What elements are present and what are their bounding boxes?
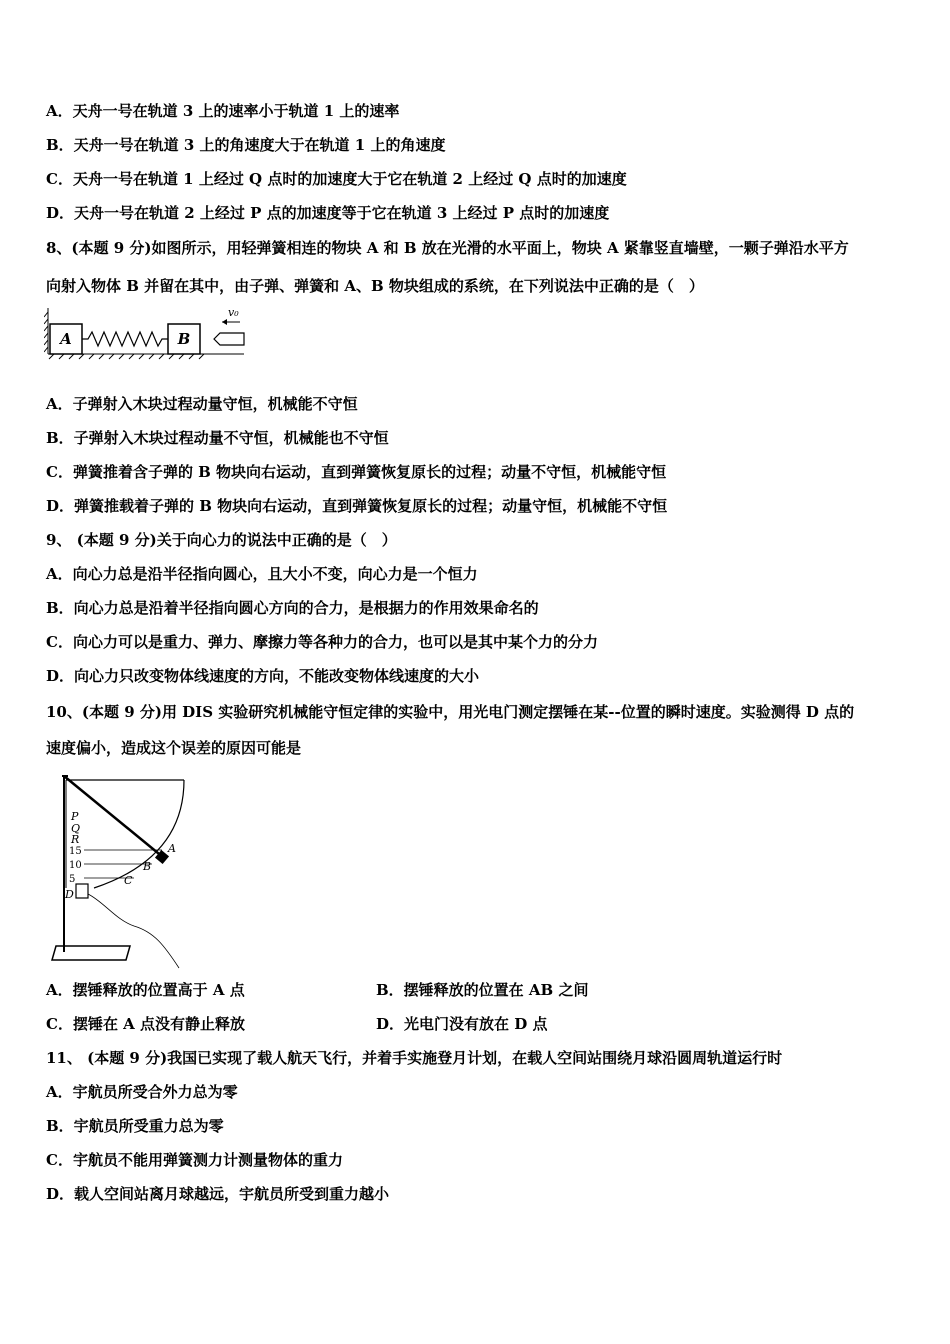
- point-a-label: A: [168, 842, 176, 855]
- block-b-label: B: [177, 330, 191, 348]
- q9-option-a: A．向心力总是沿半径指向圆心，且大小不变，向心力是一个恒力: [46, 565, 478, 583]
- point-d-label: D: [65, 888, 74, 901]
- scale-board-arc: [94, 780, 184, 888]
- scale-label-p: P: [71, 810, 79, 823]
- scale-label-5: 5: [69, 874, 76, 885]
- q8-stem-line1: 8、(本题 9 分)如图所示，用轻弹簧相连的物块 A 和 B 放在光滑的水平面上，物块 A 紧靠竖直墙壁，一颗子弹沿水平方: [46, 239, 849, 257]
- q9-option-d: D．向心力只改变物体线速度的方向，不能改变物体线速度的大小: [46, 667, 480, 685]
- point-b-label: B: [143, 860, 152, 873]
- spring: [82, 332, 168, 346]
- q9-option-b: B．向心力总是沿着半径指向圆心方向的合力，是根据力的作用效果命名的: [46, 599, 539, 617]
- q8-option-d: D．弹簧推载着子弹的 B 物块向右运动，直到弹簧恢复原长的过程；动量守恒，机械能不守恒: [46, 497, 668, 515]
- q7-option-b: B．天舟一号在轨道 3 上的角速度大于在轨道 1 上的角速度: [46, 136, 446, 154]
- q7-option-a: A．天舟一号在轨道 3 上的速率小于轨道 1 上的速率: [46, 102, 400, 120]
- q8-option-a: A．子弹射入木块过程动量守恒，机械能不守恒: [46, 395, 358, 413]
- q10-stem-line2: 速度偏小，造成这个误差的原因可能是: [46, 739, 302, 757]
- q11-option-a: A．宇航员所受合外力总为零: [46, 1083, 238, 1101]
- scale-label-r: R: [71, 833, 80, 846]
- wall-hatching: [44, 308, 48, 354]
- q10-option-a: A．摆锤释放的位置高于 A 点: [46, 981, 245, 999]
- q11-stem: 11、 (本题 9 分)我国已实现了载人航天飞行，并着手实施登月计划，在载人空间站围绕月球沿圆周轨道运行时: [46, 1049, 783, 1067]
- bullet: [214, 333, 244, 345]
- q10-option-d: D．光电门没有放在 D 点: [376, 1015, 548, 1033]
- q8-option-b: B．子弹射入木块过程动量不守恒，机械能也不守恒: [46, 429, 389, 447]
- pendulum-figure: [44, 770, 194, 970]
- q7-option-c: C．天舟一号在轨道 1 上经过 Q 点时的加速度大于它在轨道 2 上经过 Q 点时的加速度: [46, 170, 627, 188]
- q9-stem: 9、 (本题 9 分)关于向心力的说法中正确的是（ ）: [46, 531, 397, 549]
- q7-option-d: D．天舟一号在轨道 2 上经过 P 点的加速度等于它在轨道 3 上经过 P 点时的加速度: [46, 204, 610, 222]
- q9-option-c: C．向心力可以是重力、弹力、摩擦力等各种力的合力，也可以是其中某个力的分力: [46, 633, 598, 651]
- q8-stem-line2: 向射入物体 B 并留在其中，由子弹、弹簧和 A、B 物块组成的系统，在下列说法中正确的是（ ）: [46, 277, 704, 295]
- spring-block-figure: [44, 304, 248, 360]
- q10-option-c: C．摆锤在 A 点没有静止释放: [46, 1015, 246, 1033]
- q10-stem-line1: 10、(本题 9 分)用 DIS 实验研究机械能守恒定律的实验中，用光电门测定摆锤在某--位置的瞬时速度。实验测得 D 点的: [46, 703, 855, 721]
- point-c-label: C: [124, 874, 133, 887]
- q11-option-d: D．载人空间站离月球越远，宇航员所受到重力越小: [46, 1185, 390, 1203]
- velocity-label: v₀: [228, 306, 239, 319]
- scale-label-q: Q: [71, 822, 81, 835]
- scale-label-15: 15: [69, 846, 82, 857]
- q10-option-b: B．摆锤释放的位置在 AB 之间: [376, 981, 589, 999]
- q11-option-c: C．宇航员不能用弹簧测力计测量物体的重力: [46, 1151, 343, 1169]
- scale-label-10: 10: [69, 860, 82, 871]
- q8-option-c: C．弹簧推着含子弹的 B 物块向右运动，直到弹簧恢复原长的过程；动量不守恒，机械能守恒: [46, 463, 667, 481]
- q11-option-b: B．宇航员所受重力总为零: [46, 1117, 224, 1135]
- photogate: [76, 884, 88, 898]
- block-a-label: A: [60, 330, 72, 348]
- velocity-arrow-head: [222, 319, 227, 325]
